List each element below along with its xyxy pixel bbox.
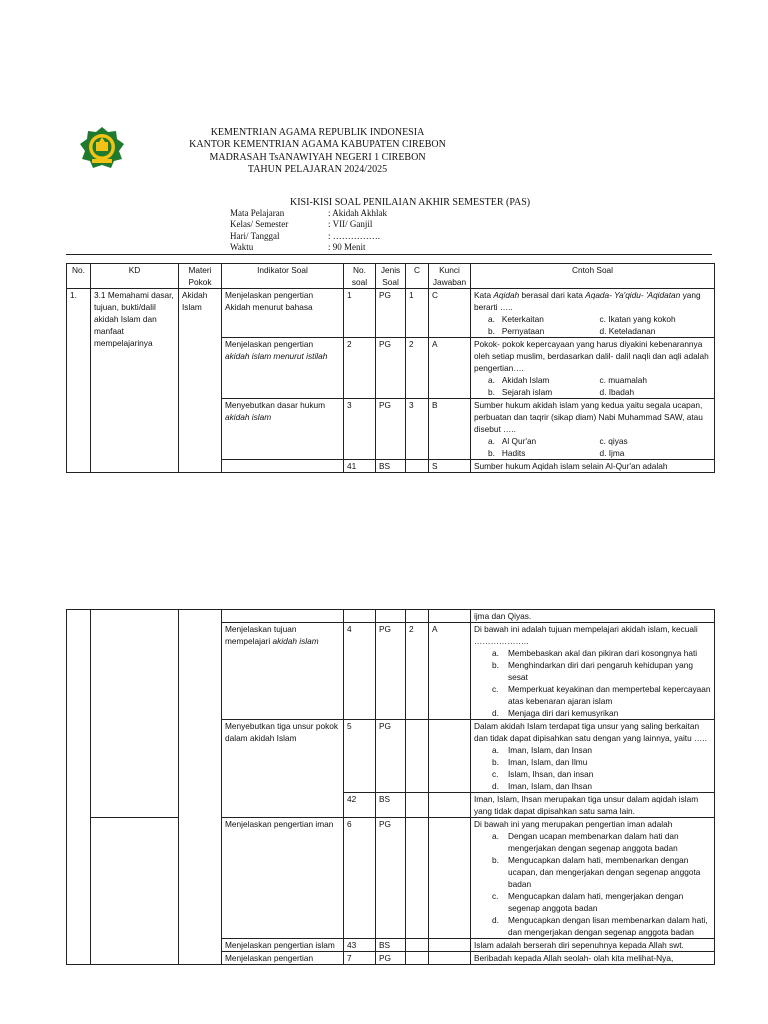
col-header-no: No. [67, 264, 91, 289]
question-number: 41 [344, 460, 376, 473]
header-divider [66, 254, 712, 255]
cognitive-level [406, 818, 429, 939]
sample-question [471, 623, 715, 720]
answer-options: a. Dengan ucapan membenarkan dalam hati dan mengerjakan dengan segenap anggota badan b. Mengucapkan dalam hati, membenarkan dengan ucapan, dan mengerjakan dengan segenap anggota badan c. Mengucapkan dalam hati, mengerjakan dengan segenap anggota badan d. Mengucapkan dengan lisan membenarkan dalam hati, dan mengerjakan dengan segenap anggota badan [492, 831, 708, 937]
question-type: BS [376, 793, 406, 818]
question-number: 6 [344, 818, 376, 939]
question-number: 2 [344, 338, 376, 399]
question-number [344, 610, 376, 623]
question-text: Sumber hukum akidah islam yang kedua yaitu segala ucapan, perbuatan dan taqrir (sikap diam) Nabi Muhammad SAW, atau disebut ….. [474, 400, 703, 434]
cognitive-level [406, 720, 429, 793]
table-row [67, 289, 715, 338]
indikator-cell [222, 460, 344, 473]
cognitive-level [406, 939, 429, 952]
sample-question [471, 289, 715, 338]
answer-key [429, 610, 471, 623]
answer-options: a. Iman, Islam, dan Insan b. Iman, Islam, dan Ilmu c. Islam, Ihsan, dan insan d. Iman, Islam, dan Ihsan [492, 745, 594, 791]
question-type: PG [376, 289, 406, 338]
question-type: BS [376, 460, 406, 473]
sample-question [471, 818, 715, 939]
question-number: 1 [344, 289, 376, 338]
col-header-contoh: Cntoh Soal [471, 264, 715, 289]
meta-row [230, 231, 387, 242]
indikator-cell: Menjelaskan pengertian Akidah menurut bahasa [222, 289, 344, 338]
answer-key: A [429, 623, 471, 720]
meta-key: Waktu [230, 242, 254, 253]
indikator-cell: Menjelaskan pengertian iman [222, 818, 344, 939]
col-header-no-soal: No. soal [344, 264, 376, 289]
meta-value: : VII/ Ganjil [328, 219, 373, 230]
cognitive-level [406, 610, 429, 623]
answer-options: a. Membebaskan akal dan pikiran dari kosongnya hati b. Menghindarkan diri dari pengaruh kehidupan yang sesat c. Memperkuat keyakinan dan mempertebal kepercayaan atas kebenaran ajaran islam d. Menjaga diri dari kemusyrikan [492, 648, 711, 718]
question-number: 42 [344, 793, 376, 818]
answer-options: a. Keterkaitan c. Ikatan yang kokoh b. Pernyataan d. Keteladanan [488, 314, 676, 336]
meta-row [230, 219, 387, 230]
question-type: BS [376, 939, 406, 952]
question-text: Dalam akidah Islam terdapat tiga unsur yang saling berkaitan dan tidak dapat dipisahkan satu dengan yang lainnya, yaitu ….. [474, 721, 707, 743]
question-text: Kata Aqidah berasal dari kata Aqada- Ya'qidu- 'Aqidatan yang berarti ….. [474, 290, 701, 312]
kd-cell: 3.1 Memahami dasar, tujuan, bukti/dalil akidah Islam dan manfaat mempelajarinya [91, 289, 179, 473]
kd-cell [91, 610, 179, 818]
indikator-cell [222, 610, 344, 623]
sample-question [471, 399, 715, 460]
question-number: 43 [344, 939, 376, 952]
meta-key: Mata Pelajaran [230, 208, 285, 218]
meta-value: : Akidah Akhlak [328, 208, 387, 218]
col-header-kd: KD [91, 264, 179, 289]
exam-meta [230, 208, 387, 254]
sample-question: Beribadah kepada Allah seolah- olah kita melihat-Nya, [471, 952, 715, 965]
cognitive-level: 3 [406, 399, 429, 460]
table-row [67, 818, 715, 939]
question-type: PG [376, 952, 406, 965]
cognitive-level [406, 793, 429, 818]
header-line-school: MADRASAH TsANAWIYAH NEGERI 1 CIREBON [209, 151, 426, 163]
meta-row [230, 242, 387, 253]
sample-question: ijma dan Qiyas. [471, 610, 715, 623]
answer-options: a. Akidah Islam c. muamalah b. Sejarah islam d. Ibadah [488, 375, 647, 397]
question-type [376, 610, 406, 623]
header-line-office: KANTOR KEMENTRIAN AGAMA KABUPATEN CIREBON [189, 139, 446, 151]
indikator-cell: Menjelaskan pengertian [222, 952, 344, 965]
question-number: 5 [344, 720, 376, 793]
header-line-year: TAHUN PELAJARAN 2024/2025 [247, 164, 388, 176]
indikator-cell: Menjelaskan pengertian islam [222, 939, 344, 952]
answer-key: S [429, 460, 471, 473]
question-number: 7 [344, 952, 376, 965]
table-row [67, 610, 715, 623]
col-header-indikator: Indikator Soal [222, 264, 344, 289]
row-number [67, 610, 91, 965]
cognitive-level: 2 [406, 623, 429, 720]
meta-key: Hari/ Tanggal [230, 230, 280, 241]
row-number: 1. [67, 289, 91, 473]
question-text: Pokok- pokok kepercayaan yang harus diyakini kebenarannya oleh setiap muslim, berdasarkan dalil- dalil naqli dan aqli adalah pengertian…. [474, 339, 709, 373]
question-type: PG [376, 818, 406, 939]
materi-cell [179, 610, 222, 965]
kemenag-logo [78, 126, 126, 170]
question-number: 3 [344, 399, 376, 460]
indikator-cell: Menyebutkan dasar hukum akidah islam [222, 399, 344, 460]
cognitive-level: 1 [406, 289, 429, 338]
question-text: Di bawah ini adalah tujuan mempelajari akidah islam, kecuali ……………….. [474, 624, 698, 646]
answer-key [429, 939, 471, 952]
meta-value: : 90 Menit [328, 242, 366, 253]
answer-key: C [429, 289, 471, 338]
question-grid-table [66, 263, 715, 473]
answer-key [429, 793, 471, 818]
answer-key: A [429, 338, 471, 399]
answer-key [429, 952, 471, 965]
question-type: PG [376, 720, 406, 793]
indikator-cell: Menyebutkan tiga unsur pokok dalam akidah Islam [222, 720, 344, 818]
table-header-row [67, 264, 715, 289]
sample-question [471, 720, 715, 793]
sample-question [471, 338, 715, 399]
cognitive-level: 2 [406, 338, 429, 399]
question-number: 4 [344, 623, 376, 720]
header-line-ministry: KEMENTRIAN AGAMA REPUBLIK INDONESIA [210, 127, 425, 138]
institution-header [150, 127, 485, 177]
sample-question: Sumber hukum Aqidah islam selain Al-Qur'an adalah [471, 460, 715, 473]
question-type: PG [376, 399, 406, 460]
sample-question: Iman, Islam, Ihsan merupakan tiga unsur dalam aqidah islam yang tidak dapat dipisahkan satu sama lain. [471, 793, 715, 818]
indikator-cell: Menjelaskan pengertian akidah islam menurut istilah [222, 338, 344, 399]
col-header-kunci: Kunci Jawaban [429, 264, 471, 289]
meta-key: Kelas/ Semester [230, 219, 289, 230]
sample-question: Islam adalah berserah diri sepenuhnya kepada Allah swt. [471, 939, 715, 952]
answer-key [429, 818, 471, 939]
materi-cell: Akidah Islam [179, 289, 222, 473]
col-header-jenis: Jenis Soal [376, 264, 406, 289]
col-header-materi: Materi Pokok [179, 264, 222, 289]
answer-key [429, 720, 471, 793]
cognitive-level [406, 952, 429, 965]
cognitive-level [406, 460, 429, 473]
answer-key: B [429, 399, 471, 460]
question-type: PG [376, 338, 406, 399]
answer-options: a. Al Qur'an c. qiyas b. Hadits d. Ijma [488, 436, 628, 458]
document-title: KISI-KISI SOAL PENILAIAN AKHIR SEMESTER (PAS) [290, 197, 531, 208]
question-type: PG [376, 623, 406, 720]
meta-row [230, 208, 387, 219]
indikator-cell: Menjelaskan tujuan mempelajari akidah islam [222, 623, 344, 720]
question-text: Di bawah ini yang merupakan pengertian iman adalah [474, 819, 673, 829]
kd-cell [91, 818, 179, 965]
question-grid-table-continued [66, 609, 715, 965]
meta-value: : ……………. [328, 230, 381, 241]
col-header-c: C [406, 264, 429, 289]
